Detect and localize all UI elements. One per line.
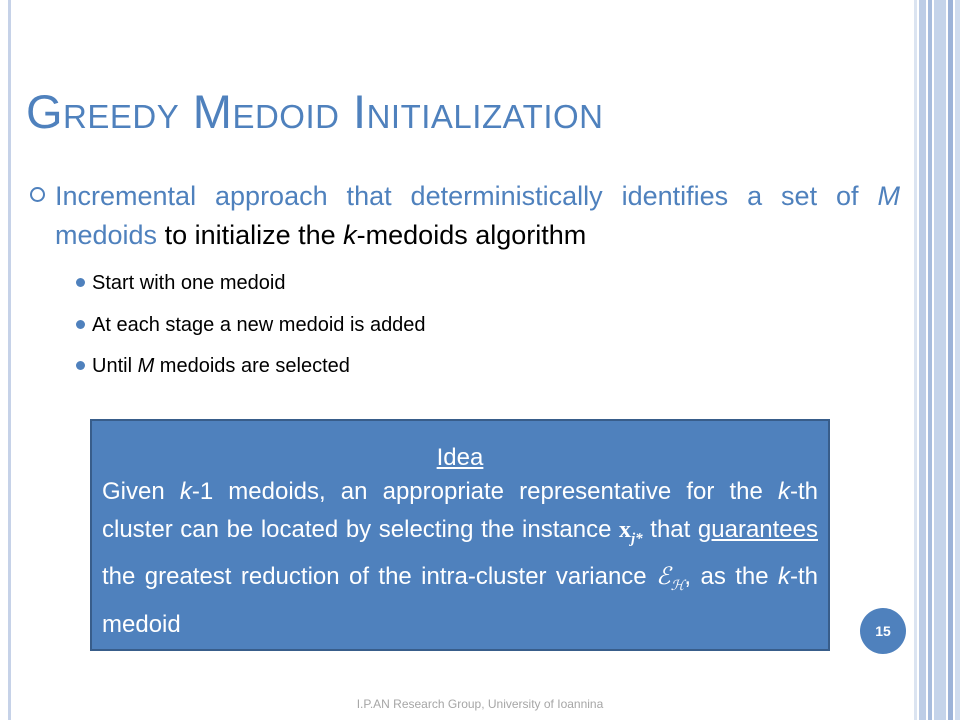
sub-bullet-suffix: medoids are selected [154, 355, 350, 377]
page-number-badge: 15 [860, 608, 906, 654]
idea-t1: Given [102, 478, 180, 505]
idea-title: Idea [436, 444, 484, 471]
math-e-subscript: ℋ [670, 578, 685, 594]
main-bullet-part2: medoids [55, 220, 158, 250]
math-e-symbol: ℰ [656, 563, 671, 590]
math-x-subscript: j* [631, 530, 643, 547]
sub-bullet-italic: M [137, 355, 155, 377]
main-bullet-text [55, 177, 900, 255]
idea-t5: the greatest reduction of the intra-cluster variance [102, 562, 657, 590]
idea-k3: k [777, 562, 790, 590]
ring-bullet-icon [30, 187, 45, 202]
dot-bullet-icon [76, 278, 85, 287]
idea-k1: k [179, 478, 192, 505]
main-bullet [30, 177, 900, 255]
right-decorative-stripes [914, 0, 960, 720]
idea-t4: that [642, 516, 698, 543]
sub-bullet-prefix: Until [92, 355, 138, 377]
slide-title: Greedy Medoid Initialization [26, 85, 604, 138]
idea-t7: -th medoid [102, 562, 818, 638]
idea-text [92, 473, 828, 644]
idea-t6: , as the [684, 562, 778, 590]
sub-bullet-text [92, 355, 350, 377]
main-bullet-k: k [343, 220, 357, 250]
main-bullet-m: M [877, 181, 900, 211]
sub-bullet-text: Start with one medoid [92, 272, 286, 294]
idea-guarantees: guarantees [697, 516, 818, 543]
sub-bullet-text: At each stage a new medoid is added [92, 314, 426, 336]
main-bullet-part4: -medoids algorithm [356, 220, 587, 250]
dot-bullet-icon [76, 320, 85, 329]
dot-bullet-icon [76, 361, 85, 370]
idea-k2: k [777, 478, 790, 505]
footer-text: I.P.AN Research Group, University of Ioannina [356, 697, 604, 711]
main-bullet-part1: Incremental approach that deterministically identifies a set of [55, 181, 878, 211]
left-decorative-line [8, 0, 11, 720]
idea-box [90, 419, 830, 651]
sub-bullet-3 [76, 355, 350, 378]
idea-t2: -1 medoids, an appropriate representative for the [191, 478, 778, 505]
sub-bullet-1 [76, 272, 285, 295]
math-x-symbol: x [619, 517, 632, 543]
main-bullet-part3: to initialize the [157, 220, 344, 250]
idea-t3: -th cluster can be located by selecting the instance [102, 478, 818, 543]
sub-bullet-2 [76, 314, 426, 337]
